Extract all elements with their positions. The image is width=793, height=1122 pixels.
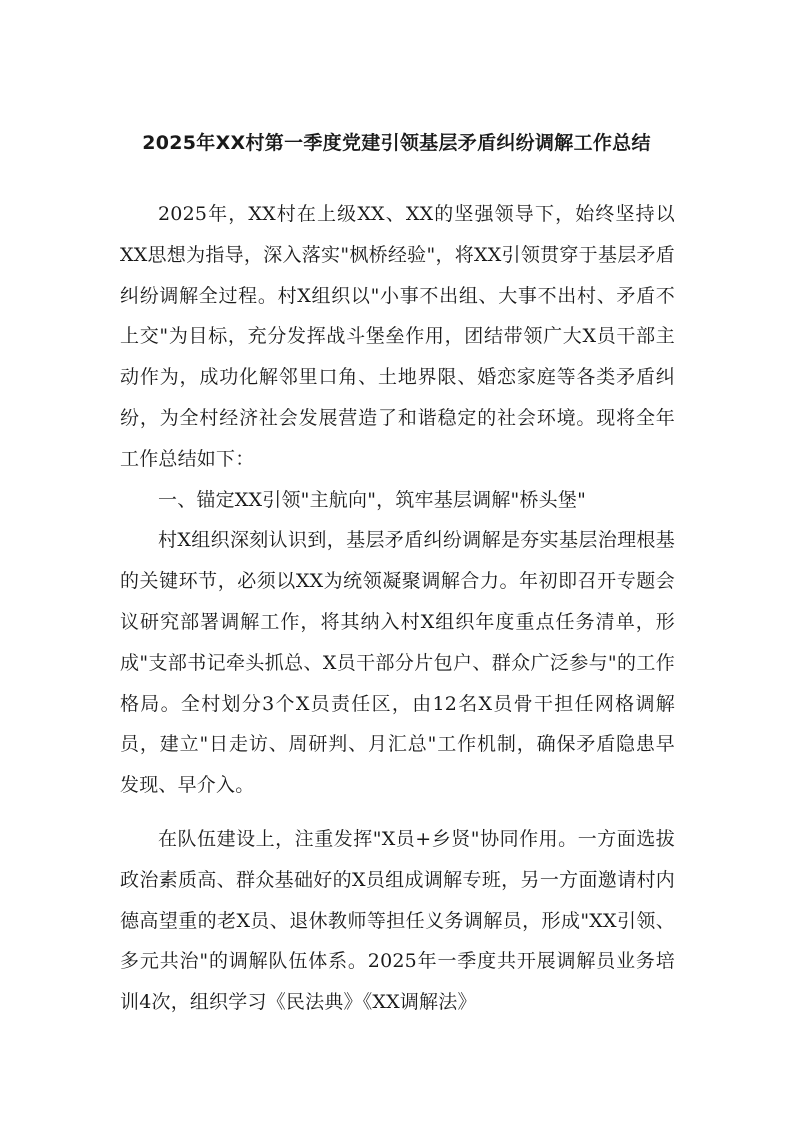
section-1-paragraph-1: 村X组织深刻认识到，基层矛盾纠纷调解是夯实基层治理根基的关键环节，必须以XX为统领凝聚调解合力。年初即召开专题会议研究部署调解工作，将其纳入村X组织年度重点任务清单，形成"支部书记牵头抓总、X员干部分片包户、群众广泛参与"的工作格局。全村划分3个X员责任区，由12名X员骨干担任网格调解员，建立"日走访、周研判、月汇总"工作机制，确保矛盾隐患早发现、早介入。 [120, 529, 675, 797]
section-heading-1: 一、锚定XX引领"主航向"，筑牢基层调解"桥头堡" [158, 488, 587, 511]
section-1-paragraph-2: 在队伍建设上，注重发挥"X员+乡贤"协同作用。一方面选拔政治素质高、群众基础好的X员组成调解专班，另一方面邀请村内德高望重的老X员、退休教师等担任义务调解员，形成"XX引领、多元共治"的调解队伍体系。2025年一季度共开展调解员业务培训4次，组织学习《民法典》《XX调解法》 [120, 827, 675, 1014]
intro-paragraph: 2025年，XX村在上级XX、XX的坚强领导下，始终坚持以XX思想为指导，深入落实"枫桥经验"，将XX引领贯穿于基层矛盾纠纷调解全过程。村X组织以"小事不出组、大事不出村、矛盾不上交"为目标，充分发挥战斗堡垒作用，团结带领广大X员干部主动作为，成功化解邻里口角、土地界限、婚恋家庭等各类矛盾纠纷，为全村经济社会发展营造了和谐稳定的社会环境。现将全年工作总结如下： [120, 203, 675, 470]
document-body [120, 194, 675, 1023]
document-title: 2025年XX村第一季度党建引领基层矛盾纠纷调解工作总结 [142, 132, 651, 154]
